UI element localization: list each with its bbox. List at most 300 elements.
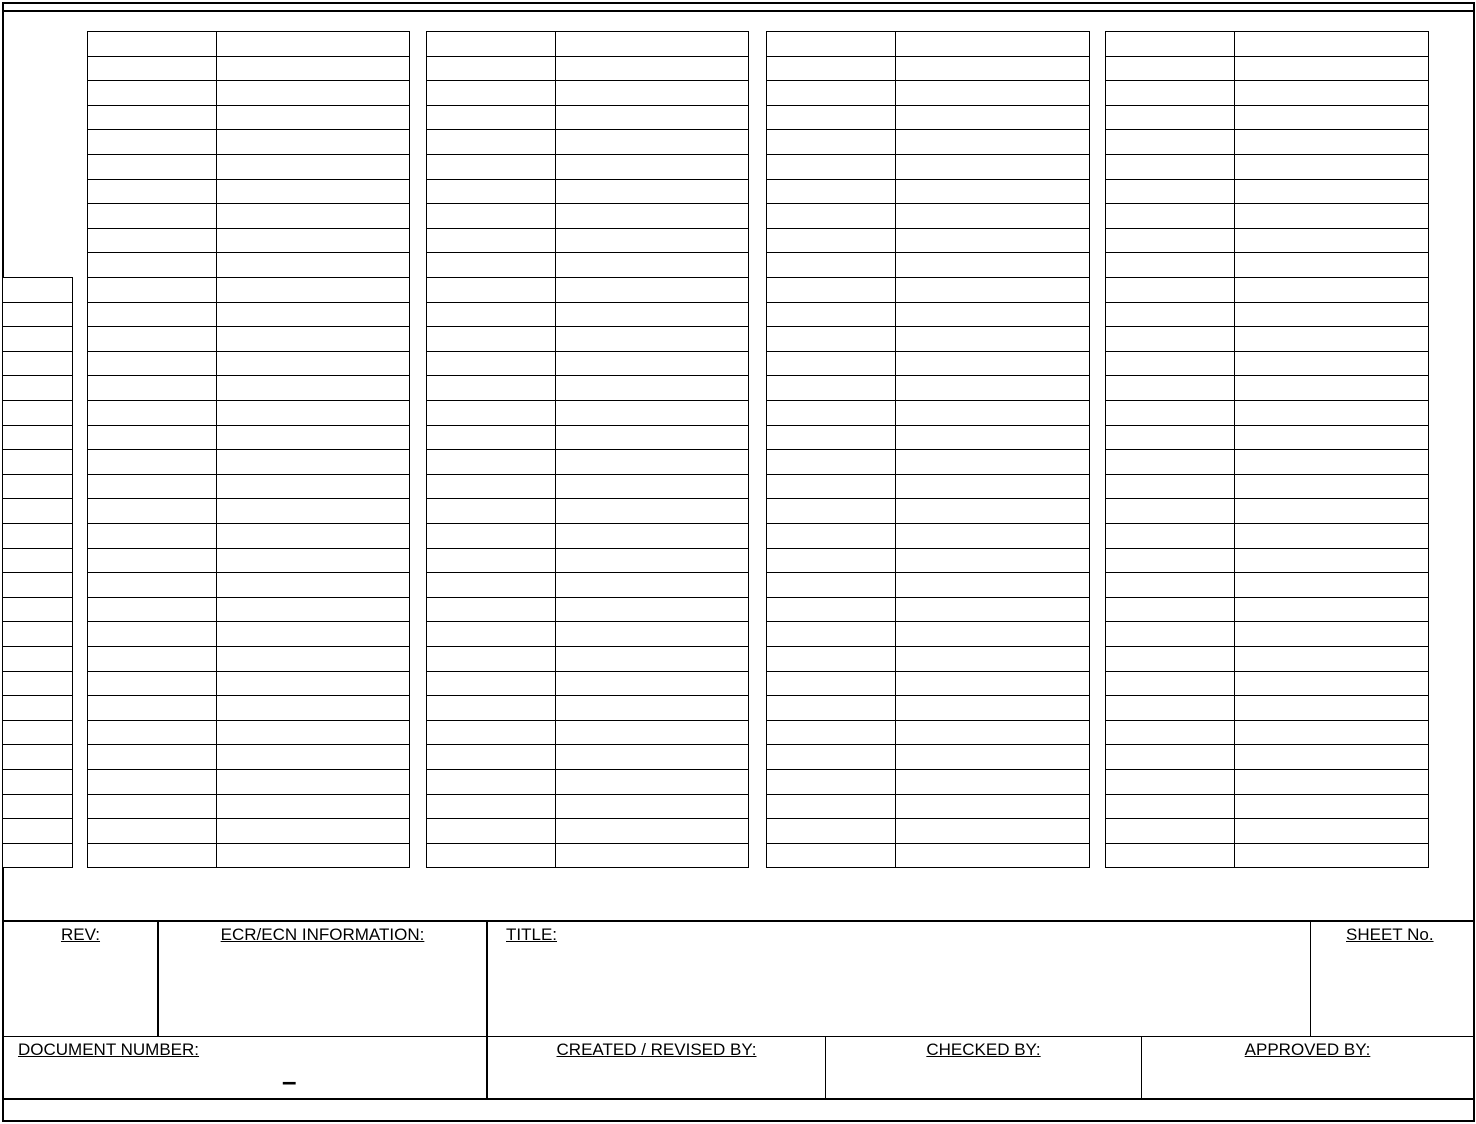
grid-cell-code (766, 548, 896, 573)
grid-cell-code (426, 56, 556, 81)
grid-cell-code (766, 351, 896, 376)
grid-cell-description (216, 695, 410, 721)
grid-cell-code (87, 179, 217, 204)
grid-cell-code (426, 671, 556, 696)
grid-cell-code (1105, 302, 1235, 327)
grid-cell-description (216, 203, 410, 229)
grid-cell-code (87, 695, 217, 721)
grid-cell-code (766, 228, 896, 253)
created-revised-by-label: CREATED / REVISED BY: (556, 1040, 757, 1059)
grid-cell-code (766, 646, 896, 672)
grid-cell-code (426, 179, 556, 204)
grid-cell-description (895, 129, 1090, 155)
grid-cell-code (766, 80, 896, 106)
grid-cell-description (1234, 425, 1429, 450)
grid-cell-code (87, 326, 217, 352)
grid-cell-code (766, 302, 896, 327)
grid-cell-description (895, 179, 1090, 204)
grid-cell-description (1234, 129, 1429, 155)
grid-cell-code (766, 498, 896, 524)
grid-cell-description (216, 56, 410, 81)
grid-cell-description (895, 695, 1090, 721)
grid-cell-description (555, 498, 749, 524)
checked-by-label: CHECKED BY: (926, 1040, 1041, 1059)
grid-cell-code (766, 523, 896, 549)
grid-cell-code (87, 228, 217, 253)
document-number-label: DOCUMENT NUMBER: (18, 1040, 200, 1059)
grid-cell-description (1234, 302, 1429, 327)
grid-cell-code (1105, 154, 1235, 180)
grid-cell-code (87, 572, 217, 598)
grid-cell-code (426, 474, 556, 499)
grid-cell-code (87, 744, 217, 770)
grid-cell-code (1105, 744, 1235, 770)
grid-cell-description (1234, 498, 1429, 524)
grid-cell-code (426, 449, 556, 475)
grid-cell-code (766, 818, 896, 844)
grid-cell-code (426, 498, 556, 524)
grid-cell-description (895, 744, 1090, 770)
grid-cell-code (426, 277, 556, 303)
grid-cell-description (216, 375, 410, 401)
index-cell (2, 523, 73, 549)
grid-cell-code (766, 449, 896, 475)
grid-cell-description (1234, 621, 1429, 647)
grid-cell-code (87, 720, 217, 745)
grid-cell-description (1234, 31, 1429, 57)
grid-cell-description (555, 597, 749, 622)
grid-cell-description (555, 105, 749, 130)
grid-cell-description (895, 31, 1090, 57)
grid-cell-code (1105, 646, 1235, 672)
grid-cell-description (216, 326, 410, 352)
index-cell (2, 843, 73, 868)
grid-cell-code (766, 794, 896, 819)
grid-cell-description (216, 302, 410, 327)
grid-cell-code (1105, 326, 1235, 352)
grid-cell-description (216, 228, 410, 253)
grid-cell-description (216, 572, 410, 598)
grid-cell-description (216, 277, 410, 303)
grid-cell-description (216, 129, 410, 155)
grid-cell-description (1234, 572, 1429, 598)
grid-cell-description (1234, 646, 1429, 672)
title-block-top-line (2, 920, 1475, 922)
top-inner-border (2, 10, 1475, 12)
grid-cell-description (1234, 720, 1429, 745)
grid-cell-code (87, 818, 217, 844)
grid-cell-description (555, 129, 749, 155)
grid-cell-code (1105, 621, 1235, 647)
grid-cell-description (555, 843, 749, 868)
grid-cell-description (555, 449, 749, 475)
grid-cell-description (1234, 548, 1429, 573)
grid-cell-code (426, 720, 556, 745)
grid-cell-description (895, 449, 1090, 475)
grid-cell-code (87, 252, 217, 278)
grid-cell-description (895, 769, 1090, 795)
grid-cell-code (1105, 105, 1235, 130)
grid-cell-description (555, 572, 749, 598)
grid-cell-code (87, 129, 217, 155)
grid-cell-code (87, 769, 217, 795)
grid-cell-code (1105, 818, 1235, 844)
grid-cell-code (1105, 56, 1235, 81)
grid-cell-description (216, 843, 410, 868)
index-cell (2, 695, 73, 721)
grid-cell-description (1234, 351, 1429, 376)
grid-cell-description (555, 203, 749, 229)
grid-cell-description (1234, 326, 1429, 352)
grid-cell-code (426, 129, 556, 155)
grid-cell-description (1234, 154, 1429, 180)
grid-cell-code (87, 105, 217, 130)
grid-cell-code (1105, 252, 1235, 278)
grid-cell-description (895, 794, 1090, 819)
index-cell (2, 769, 73, 795)
index-cell (2, 597, 73, 622)
grid-cell-code (426, 228, 556, 253)
grid-cell-code (1105, 449, 1235, 475)
grid-cell-code (426, 695, 556, 721)
grid-cell-code (1105, 572, 1235, 598)
index-cell (2, 818, 73, 844)
index-cell (2, 572, 73, 598)
grid-cell-code (426, 744, 556, 770)
grid-cell-code (1105, 794, 1235, 819)
grid-cell-description (555, 400, 749, 426)
grid-cell-description (1234, 671, 1429, 696)
index-cell (2, 621, 73, 647)
index-cell (2, 400, 73, 426)
grid-cell-description (1234, 695, 1429, 721)
grid-cell-code (87, 646, 217, 672)
grid-cell-code (1105, 425, 1235, 450)
grid-cell-code (1105, 31, 1235, 57)
grid-cell-description (895, 302, 1090, 327)
grid-cell-code (1105, 203, 1235, 229)
grid-cell-code (766, 425, 896, 450)
grid-cell-code (87, 671, 217, 696)
grid-cell-description (1234, 597, 1429, 622)
grid-cell-code (426, 646, 556, 672)
grid-cell-code (1105, 375, 1235, 401)
index-cell (2, 671, 73, 696)
grid-cell-description (555, 523, 749, 549)
grid-cell-description (216, 523, 410, 549)
grid-cell-code (766, 252, 896, 278)
grid-cell-code (426, 523, 556, 549)
grid-cell-description (216, 597, 410, 622)
grid-cell-description (895, 375, 1090, 401)
grid-cell-description (555, 80, 749, 106)
grid-cell-description (555, 695, 749, 721)
grid-cell-code (1105, 179, 1235, 204)
grid-cell-code (766, 720, 896, 745)
grid-cell-code (87, 400, 217, 426)
grid-cell-description (216, 498, 410, 524)
grid-cell-code (87, 597, 217, 622)
grid-cell-description (1234, 375, 1429, 401)
grid-cell-description (216, 154, 410, 180)
grid-cell-description (1234, 400, 1429, 426)
grid-cell-description (216, 671, 410, 696)
grid-cell-code (87, 302, 217, 327)
grid-cell-code (1105, 498, 1235, 524)
ecr-divider (486, 921, 488, 1099)
index-cell (2, 498, 73, 524)
grid-cell-code (1105, 548, 1235, 573)
grid-cell-code (766, 129, 896, 155)
grid-cell-description (895, 56, 1090, 81)
top-border (2, 2, 1475, 4)
grid-cell-code (1105, 351, 1235, 376)
title-label: TITLE: (506, 925, 558, 944)
grid-cell-code (426, 794, 556, 819)
document-number-value: – (282, 1066, 297, 1096)
grid-cell-description (895, 80, 1090, 106)
grid-cell-code (426, 302, 556, 327)
grid-cell-description (555, 31, 749, 57)
grid-cell-description (1234, 474, 1429, 499)
grid-cell-description (1234, 277, 1429, 303)
grid-cell-description (555, 228, 749, 253)
grid-cell-code (1105, 474, 1235, 499)
ecr-ecn-label: ECR/ECN INFORMATION: (220, 925, 425, 944)
grid-cell-code (1105, 277, 1235, 303)
grid-cell-description (555, 252, 749, 278)
grid-cell-code (426, 572, 556, 598)
grid-cell-description (895, 203, 1090, 229)
grid-cell-description (1234, 252, 1429, 278)
grid-cell-description (216, 105, 410, 130)
grid-cell-code (766, 597, 896, 622)
grid-cell-description (555, 277, 749, 303)
grid-cell-description (895, 154, 1090, 180)
grid-cell-code (87, 80, 217, 106)
grid-cell-description (216, 744, 410, 770)
grid-cell-description (1234, 179, 1429, 204)
grid-cell-description (555, 548, 749, 573)
index-cell (2, 744, 73, 770)
grid-cell-description (216, 179, 410, 204)
grid-cell-code (1105, 80, 1235, 106)
grid-cell-description (1234, 56, 1429, 81)
grid-cell-code (426, 769, 556, 795)
grid-cell-description (1234, 818, 1429, 844)
grid-cell-description (555, 179, 749, 204)
grid-cell-code (87, 449, 217, 475)
approved-by-label: APPROVED BY: (1244, 1040, 1371, 1059)
grid-cell-code (426, 31, 556, 57)
grid-cell-description (895, 720, 1090, 745)
grid-cell-code (87, 794, 217, 819)
grid-cell-description (895, 277, 1090, 303)
title-block-mid-line (2, 1036, 1475, 1037)
grid-cell-description (555, 302, 749, 327)
grid-cell-description (895, 523, 1090, 549)
grid-cell-code (426, 351, 556, 376)
grid-cell-code (87, 203, 217, 229)
grid-cell-description (555, 769, 749, 795)
grid-cell-code (766, 843, 896, 868)
grid-cell-code (1105, 769, 1235, 795)
grid-cell-code (87, 56, 217, 81)
grid-cell-description (1234, 523, 1429, 549)
grid-cell-code (766, 671, 896, 696)
title-block-bottom-line (2, 1098, 1475, 1100)
grid-cell-code (87, 621, 217, 647)
grid-cell-code (1105, 400, 1235, 426)
grid-cell-code (766, 621, 896, 647)
grid-cell-code (1105, 228, 1235, 253)
grid-cell-code (766, 744, 896, 770)
index-cell (2, 351, 73, 376)
grid-cell-code (87, 277, 217, 303)
grid-cell-code (1105, 129, 1235, 155)
grid-cell-code (426, 597, 556, 622)
grid-cell-description (895, 572, 1090, 598)
sheet-divider (1310, 921, 1311, 1036)
grid-cell-description (216, 621, 410, 647)
grid-cell-code (766, 277, 896, 303)
grid-cell-code (1105, 843, 1235, 868)
grid-cell-code (426, 375, 556, 401)
grid-cell-description (216, 400, 410, 426)
grid-cell-description (1234, 105, 1429, 130)
index-cell (2, 302, 73, 327)
grid-cell-description (1234, 769, 1429, 795)
index-cell (2, 277, 73, 303)
grid-cell-description (1234, 744, 1429, 770)
grid-cell-code (1105, 671, 1235, 696)
grid-cell-code (1105, 597, 1235, 622)
index-cell (2, 794, 73, 819)
grid-cell-description (895, 818, 1090, 844)
grid-cell-code (766, 179, 896, 204)
grid-cell-description (555, 56, 749, 81)
grid-cell-code (87, 425, 217, 450)
bottom-border (2, 1120, 1475, 1122)
grid-cell-code (426, 80, 556, 106)
grid-cell-code (1105, 695, 1235, 721)
grid-cell-description (1234, 843, 1429, 868)
grid-cell-description (555, 425, 749, 450)
grid-cell-description (216, 720, 410, 745)
grid-cell-description (895, 597, 1090, 622)
grid-cell-description (216, 351, 410, 376)
grid-cell-description (895, 548, 1090, 573)
grid-cell-code (766, 375, 896, 401)
grid-cell-description (555, 646, 749, 672)
grid-cell-code (87, 523, 217, 549)
grid-cell-description (555, 375, 749, 401)
grid-cell-description (895, 228, 1090, 253)
grid-cell-code (426, 621, 556, 647)
grid-cell-code (766, 31, 896, 57)
grid-cell-code (766, 105, 896, 130)
grid-cell-code (766, 154, 896, 180)
grid-cell-code (87, 843, 217, 868)
grid-cell-description (895, 843, 1090, 868)
grid-cell-code (87, 154, 217, 180)
sheet-number-label: SHEET No. (1346, 925, 1434, 944)
grid-cell-description (555, 326, 749, 352)
grid-cell-code (87, 375, 217, 401)
grid-cell-description (216, 31, 410, 57)
grid-cell-description (216, 80, 410, 106)
grid-cell-description (216, 769, 410, 795)
grid-cell-description (216, 794, 410, 819)
grid-cell-description (216, 818, 410, 844)
grid-cell-code (766, 572, 896, 598)
grid-cell-code (426, 252, 556, 278)
grid-cell-code (766, 56, 896, 81)
grid-cell-code (87, 351, 217, 376)
grid-cell-description (1234, 794, 1429, 819)
grid-cell-description (1234, 449, 1429, 475)
grid-cell-description (895, 400, 1090, 426)
grid-cell-code (87, 31, 217, 57)
grid-cell-description (895, 326, 1090, 352)
grid-cell-code (87, 498, 217, 524)
grid-cell-code (1105, 523, 1235, 549)
grid-cell-description (895, 498, 1090, 524)
grid-cell-description (895, 105, 1090, 130)
index-cell (2, 326, 73, 352)
grid-cell-description (555, 794, 749, 819)
index-cell (2, 720, 73, 745)
grid-cell-description (216, 252, 410, 278)
grid-cell-description (895, 474, 1090, 499)
grid-cell-description (216, 474, 410, 499)
grid-cell-code (426, 818, 556, 844)
grid-cell-code (426, 105, 556, 130)
grid-cell-code (766, 695, 896, 721)
grid-cell-code (87, 548, 217, 573)
grid-cell-description (1234, 203, 1429, 229)
rev-label: REV: (60, 925, 101, 944)
grid-cell-description (895, 646, 1090, 672)
index-cell (2, 375, 73, 401)
index-cell (2, 425, 73, 450)
grid-cell-description (216, 548, 410, 573)
grid-cell-description (555, 621, 749, 647)
grid-cell-description (555, 154, 749, 180)
grid-cell-description (555, 351, 749, 376)
grid-cell-description (895, 351, 1090, 376)
grid-cell-description (555, 720, 749, 745)
index-cell (2, 548, 73, 573)
grid-cell-code (426, 154, 556, 180)
grid-cell-code (766, 326, 896, 352)
grid-cell-description (555, 671, 749, 696)
grid-cell-description (895, 621, 1090, 647)
grid-cell-description (216, 449, 410, 475)
grid-cell-description (555, 818, 749, 844)
grid-cell-description (895, 671, 1090, 696)
grid-cell-description (895, 252, 1090, 278)
grid-cell-code (766, 400, 896, 426)
grid-cell-description (555, 474, 749, 499)
grid-cell-description (1234, 228, 1429, 253)
grid-cell-code (426, 425, 556, 450)
grid-cell-code (766, 203, 896, 229)
grid-cell-description (555, 744, 749, 770)
grid-cell-code (426, 400, 556, 426)
grid-cell-description (1234, 80, 1429, 106)
grid-cell-description (216, 425, 410, 450)
